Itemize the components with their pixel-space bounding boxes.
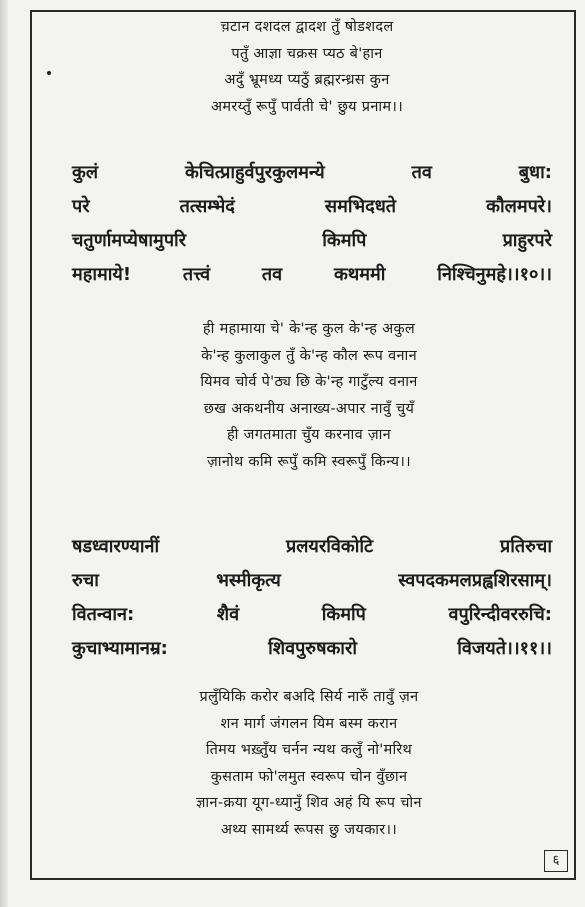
sanskrit-word: कुचाभ्यामानम्र:: [72, 638, 168, 659]
verse-10-sanskrit: [32, 156, 574, 292]
sanskrit-word: षडध्वारण्यानीं: [72, 536, 160, 557]
sanskrit-word: किमपि: [321, 604, 366, 625]
translation-line: यिमव चोर्व पे'ठ्य छि के'न्ह गाटुँल्य वनान: [200, 374, 418, 390]
sanskrit-word: कथममी: [333, 264, 386, 285]
sanskrit-word: तव: [261, 264, 283, 285]
translation-line: के'न्ह कुलाकुल तुँ के'न्ह कौल रूप वनान: [201, 347, 417, 364]
translation-line: शन मार्ग जंगलन यिम बस्म करान: [220, 715, 398, 732]
sanskrit-word: विजयते।।११।।: [457, 638, 552, 659]
translation-line: ज्ञान-क्रया यूग-ध्यानुँ शिव अहं यि रूप चोन: [196, 795, 422, 811]
sanskrit-word: रुचा: [72, 570, 99, 591]
sanskrit-word: तत्त्वं: [182, 264, 211, 285]
sanskrit-word: कुलं: [72, 162, 99, 183]
sanskrit-word: बुधा:: [518, 162, 552, 183]
sanskrit-word: समभिदधते: [324, 196, 397, 217]
translation-line: छख अकथनीय अनाख्य-अपार नावुँ चुयँ: [203, 400, 415, 417]
sanskrit-word: तत्सम्भेदं: [179, 196, 235, 217]
sanskrit-word: प्राहुरपरे: [502, 230, 552, 251]
translation-line: पतुँ आज्ञा चक्रस प्यठ बे'हान: [231, 45, 383, 62]
verse-11-translation: [32, 684, 574, 843]
translation-line: ज़ानोथ कमि रूपुँ कमि स्वरूपुँ किन्य।।: [207, 453, 411, 470]
sanskrit-word: प्रलयरविकोटि: [285, 536, 374, 557]
sanskrit-line: [72, 530, 552, 564]
sanskrit-line: [72, 156, 552, 190]
translation-line: अथ्य सामर्थ्य रूपस छु जयकार।।: [220, 821, 398, 838]
translation-line: अदुँ भ्रूमध्य प्यठुँ ब्रह्मरन्ध्रस कुन: [224, 72, 390, 88]
sanskrit-line: [72, 564, 552, 598]
page-number: ६: [544, 850, 568, 872]
sanskrit-word: निश्चिनुमहे।।१०।।: [437, 264, 552, 285]
verse-10-translation: [32, 316, 574, 475]
translation-line: ही महामाया चे' के'न्ह कुल के'न्ह अकुल: [202, 321, 416, 337]
sanskrit-word: शिवपुरुषकारो: [268, 638, 357, 659]
translation-line: अमरय्तुँ रूपुँ पार्वती चे' छुय प्रनाम।।: [210, 98, 403, 115]
sanskrit-word: शैवं: [216, 604, 240, 625]
sanskrit-word: वितन्वान:: [72, 604, 135, 625]
sanskrit-word: केचित्प्राहुर्वपुरकुलमन्ये: [184, 162, 325, 183]
sanskrit-line: [72, 632, 552, 666]
sanskrit-word: वपुरिन्दीवररुचि:: [448, 604, 552, 625]
translation-line: च़टान दशदल द्वादश तुँ षोडशदल: [220, 19, 394, 35]
sanskrit-word: चतुर्णामप्येषामुपरि: [72, 230, 187, 251]
sanskrit-line: [72, 258, 552, 292]
verse-11-sanskrit: [32, 530, 574, 666]
page-frame: [30, 10, 576, 880]
translation-line: प्रलुँयिकि करोर बअदि सिर्य नारुँ तावुँ ज़न: [199, 689, 419, 705]
sanskrit-word: कौलमपरे।: [486, 196, 552, 217]
translation-line: कुसताम फो'लमुत स्वरूप चोन वुँछान: [210, 768, 408, 785]
sanskrit-word: स्वपदकमलप्रह्वशिरसाम्।: [398, 570, 552, 591]
sanskrit-line: [72, 224, 552, 258]
sanskrit-line: [72, 598, 552, 632]
sanskrit-word: तव: [411, 162, 432, 183]
sanskrit-line: [72, 190, 552, 224]
sanskrit-word: किमपि: [322, 230, 367, 251]
sanskrit-word: भस्मीकृत्य: [216, 570, 281, 591]
translation-line: ही जगतमाता चुँय करनाव ज़ान: [226, 427, 392, 443]
sanskrit-word: परे: [72, 196, 90, 217]
sanskrit-word: महामाये!: [72, 264, 132, 285]
sanskrit-word: प्रतिरुचा: [499, 536, 552, 557]
page-edge-shadow: [0, 0, 8, 907]
verse-9-translation: [32, 14, 574, 120]
translation-line: तिमय भख़्तुँय चर्नन न्यथ कलुँ नो'मरिथ: [205, 742, 413, 758]
